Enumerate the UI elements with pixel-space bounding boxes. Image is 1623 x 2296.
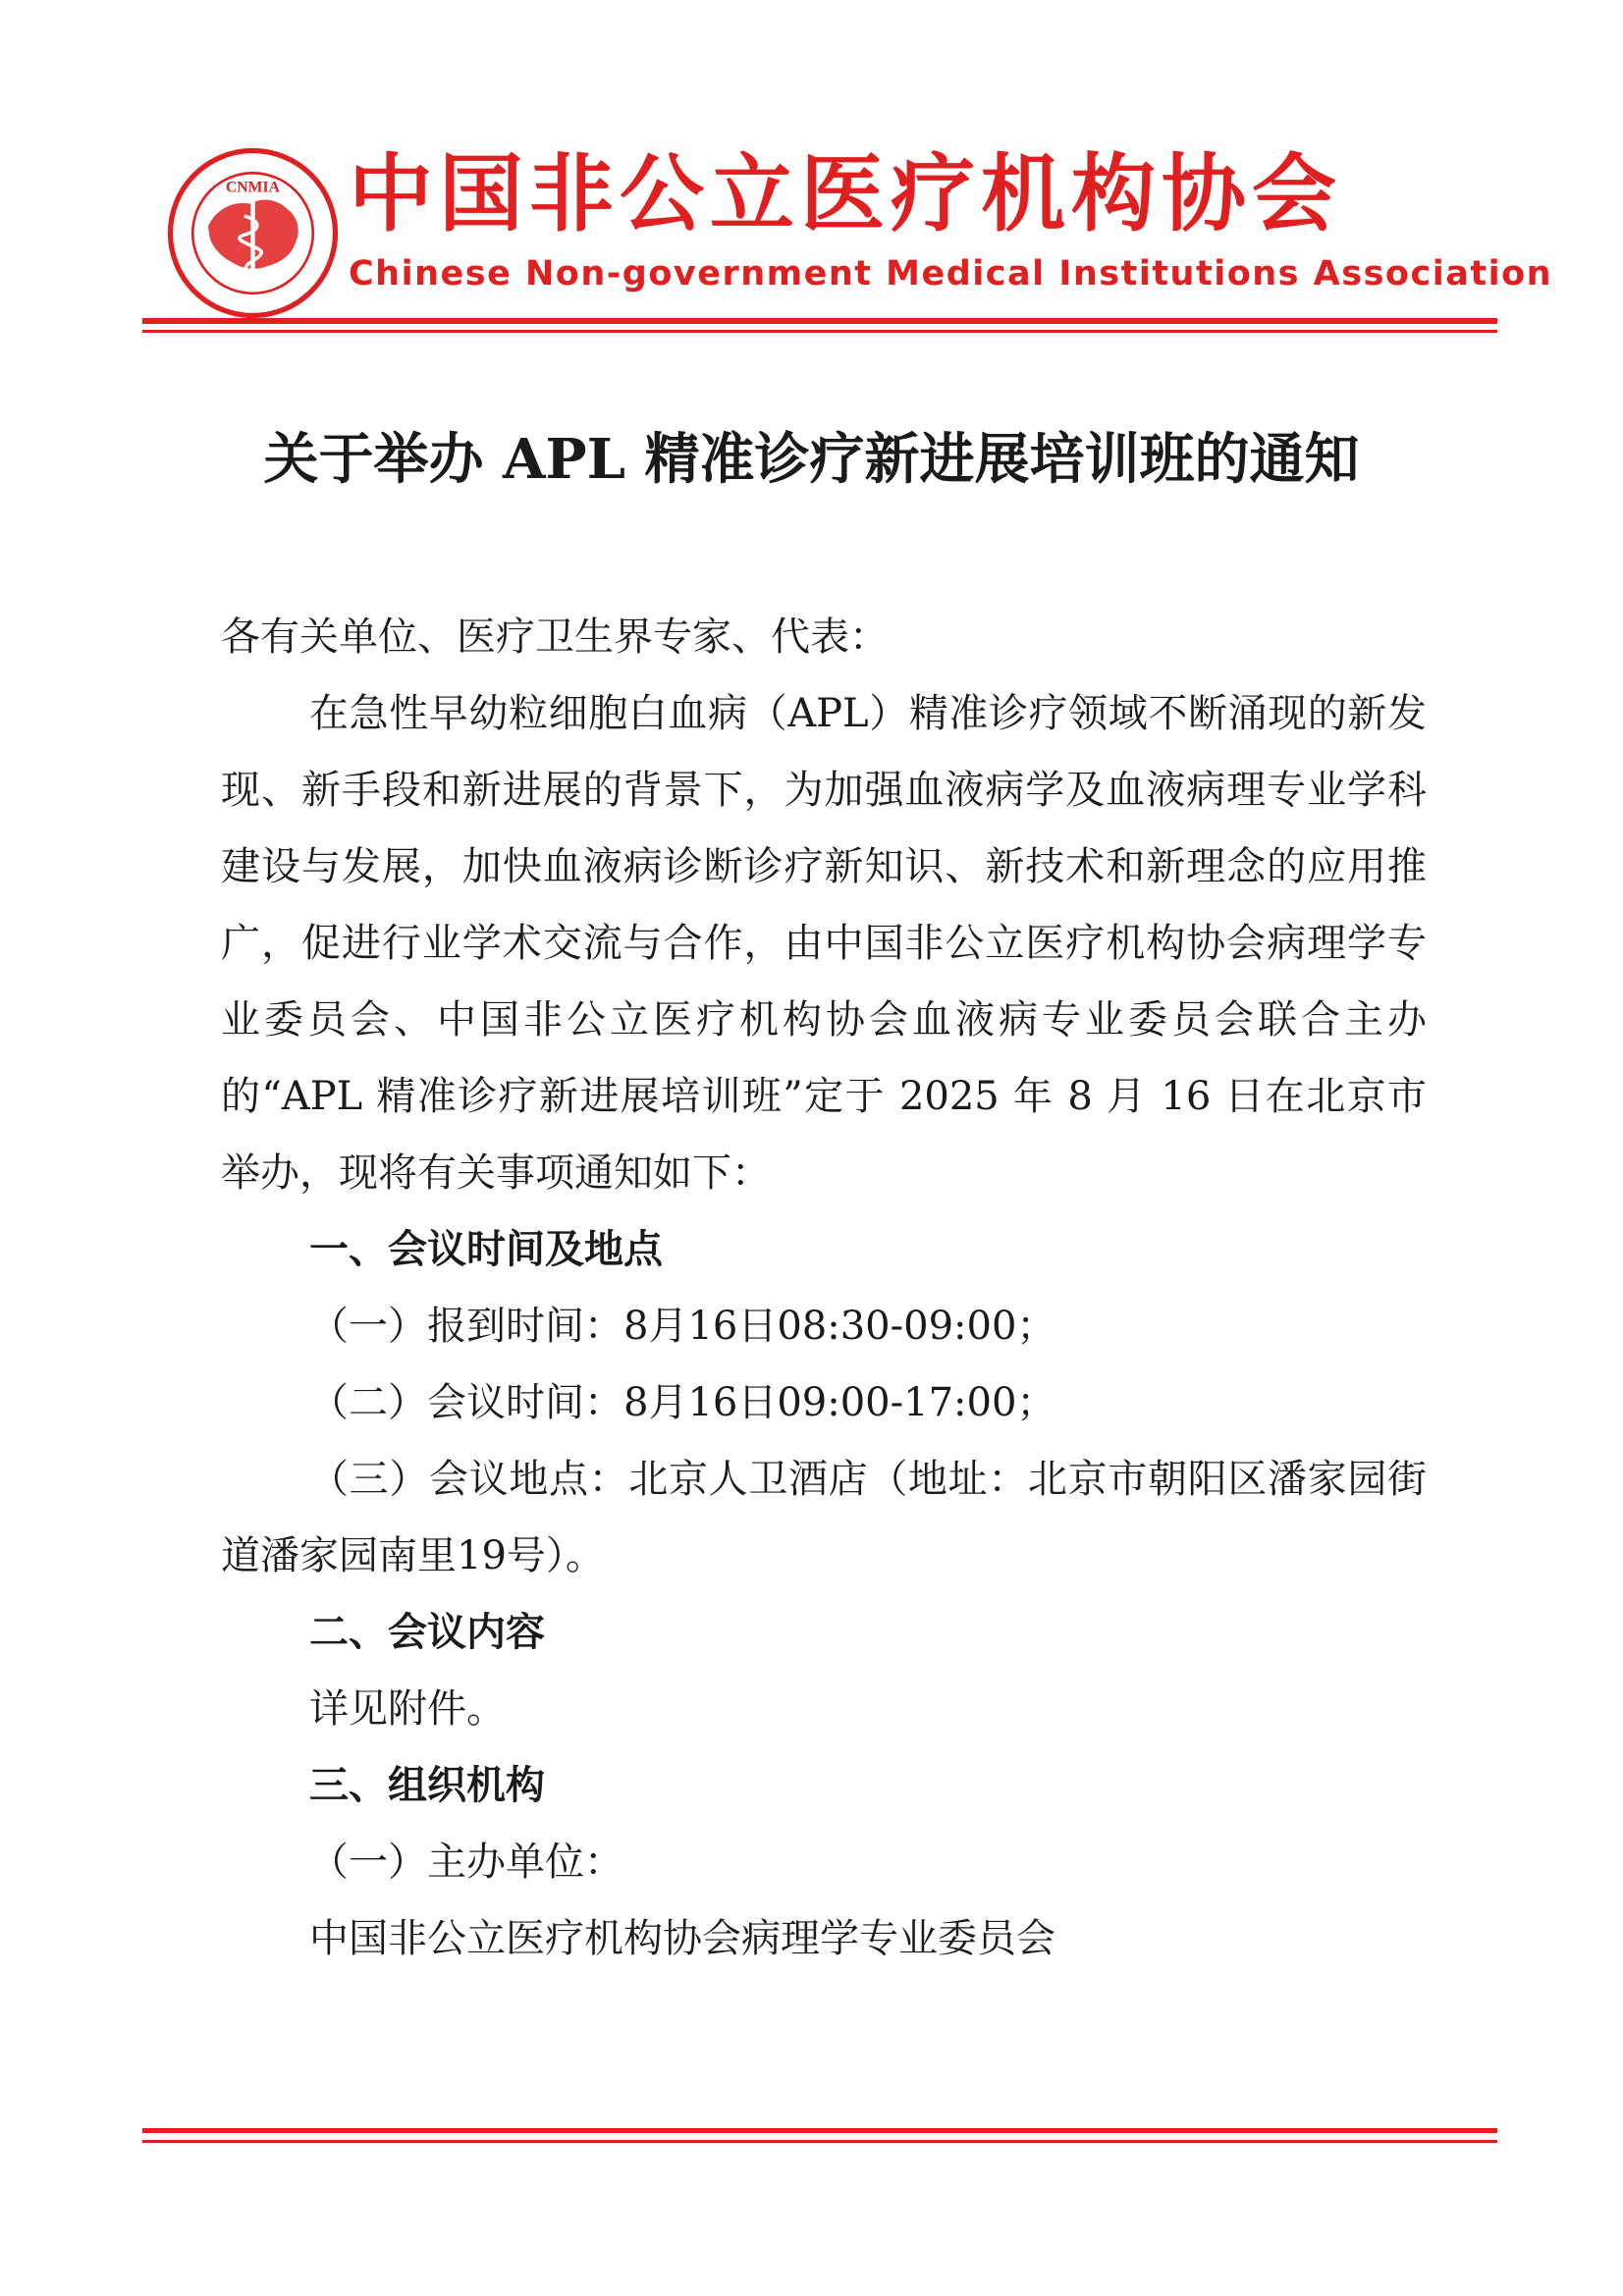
association-seal-logo (167, 147, 339, 319)
footer-rule-thick (142, 2128, 1497, 2133)
org-name-english: Chinese Non-government Medical Institutions Association (349, 254, 1553, 294)
section-content-body: 详见附件。 (309, 1686, 506, 1732)
list-item-host-label: （一）主办单位： (309, 1840, 623, 1885)
letterhead (0, 0, 1623, 334)
seal-abbreviation: CNMIA (225, 179, 281, 196)
intro-paragraph: 在急性早幼粒细胞白血病（APL）精准诊疗领域不断涌现的新发现、新手段和新进展的背景下，为加强血液病学及血液病理专业学科建设与发展，加快血液病诊断诊疗新知识、新技术和新理念的应用推广，促进行业学术交流与合作，由中国非公立医疗机构协会病理学专业委员会、中国非公立医疗机构协会血液病专业委员会联合主办的“APL 精准诊疗新进展培训班”定于 2025 年 8 月 16 日在北京市举办，现将有关事项通知如下： (221, 691, 1427, 1196)
org-name-chinese: 中国非公立医疗机构协会 (349, 145, 1342, 243)
header-rule-thick (142, 318, 1497, 324)
document-title: 关于举办 APL 精准诊疗新进展培训班的通知 (263, 427, 1360, 492)
salutation: 各有关单位、医疗卫生界专家、代表： (221, 614, 889, 660)
list-item-checkin-time: （一）报到时间：8月16日08:30-09:00； (309, 1304, 1056, 1349)
list-item-meeting-venue: （三）会议地点：北京人卫酒店（地址：北京市朝阳区潘家园街道潘家园南里19号）。 (221, 1457, 1427, 1578)
section-heading-time-place: 一、会议时间及地点 (309, 1227, 663, 1272)
document-body (221, 599, 1427, 1977)
list-item-meeting-time: （二）会议时间：8月16日09:00-17:00； (309, 1380, 1056, 1425)
section-heading-content: 二、会议内容 (309, 1610, 545, 1655)
header-rule-thin (142, 330, 1497, 333)
footer-rule-thin (142, 2140, 1497, 2143)
section-heading-organization: 三、组织机构 (309, 1763, 545, 1808)
host-organization-name: 中国非公立医疗机构协会病理学专业委员会 (309, 1916, 1055, 1961)
